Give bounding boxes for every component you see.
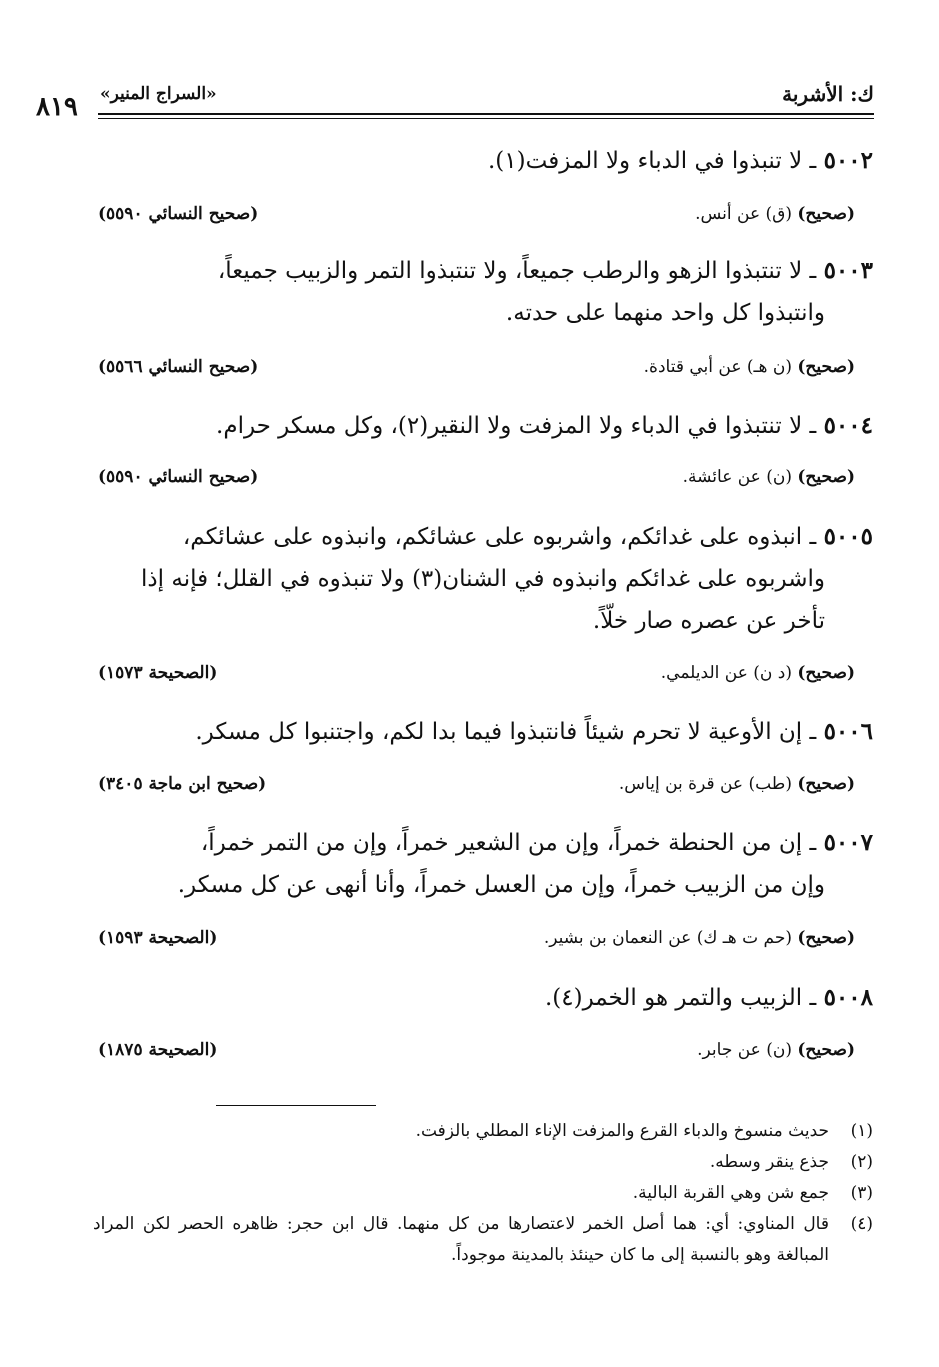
hadith-entry: ٥٠٠٥ ـ انبذوه على غدائكم، واشربوه على عشائكم، وانبذوه على عشائكم، واشربوه على غدائكم وانبذوه في الشنان(٣) ولا تنبذوه في القلل؛ فإنه إذا تأخر عن عصره صار خلّاً. [93,516,873,642]
hadith-grade-line [98,663,873,693]
footnote-number: (٤) [850,1214,873,1234]
hadith-text-continued: وإن من الزبيب خمراً، وإن من العسل خمراً، وأنا أنهى عن كل مسكر. [177,872,825,898]
footnote-text: جذع ينقر وسطه. [709,1152,829,1172]
grade-label: (صحيح) [797,467,855,487]
chapter-title: ك: الأشربة [782,82,874,106]
hadith-grade-line [98,467,873,497]
footnote-number: (١) [850,1121,873,1141]
hadith-entry: ٥٠٠٧ ـ إن من الحنطة خمراً، وإن من الشعير خمراً، وإن من التمر خمراً، وإن من الزبيب خمراً، وإن من العسل خمراً، وأنا أنهى عن كل مسكر. [93,822,873,906]
footnotes [93,1116,873,1271]
hadith-text: الزبيب والتمر هو الخمر(٤). [544,985,803,1011]
footnote [93,1209,873,1271]
hadith-source: (حم ت هـ ك) عن النعمان بن بشير. [543,928,792,948]
footnote-number: (٣) [850,1183,873,1203]
hadith-entry: ٥٠٠٤ ـ لا تنتبذوا في الدباء ولا المزفت ولا النقير(٢)، وكل مسكر حرام. [216,412,873,439]
hadith-source: (ن هـ) عن أبي قتادة. [643,357,792,377]
hadith-number: ٥٠٠٦ [823,718,873,745]
page-header [36,82,874,122]
footnote-separator [216,1105,376,1106]
hadith-reference: (صحيح ابن ماجة ٣٤٠٥) [98,774,267,794]
hadith-source: (ن) عن عائشة. [682,467,792,487]
hadith-number: ٥٠٠٤ [823,412,873,439]
hadith-entry: ٥٠٠٦ ـ إن الأوعية لا تحرم شيئاً فانتبذوا فيما بدا لكم، واجتنبوا كل مسكر. [195,718,873,745]
footnote [93,1147,873,1178]
hadith-grade-line [98,204,873,234]
hadith-grade-line [98,774,873,804]
hadith-reference: (صحيح النسائي ٥٥٩٠) [98,467,259,487]
hadith-text-continued: وانتبذوا كل واحد منهما على حدته. [505,300,825,326]
hadith-number: ٥٠٠٢ [823,147,873,174]
hadith-source: (د ن) عن الديلمي. [660,663,792,683]
hadith-source: (طب) عن قرة بن إياس. [618,774,792,794]
footnote-text: جمع شن وهي القربة البالية. [632,1183,829,1203]
hadith-source: (ن) عن جابر. [697,1040,792,1060]
hadith-entry: ٥٠٠٨ ـ الزبيب والتمر هو الخمر(٤). [544,984,873,1011]
hadith-grade-line [98,357,873,387]
hadith-text: لا تنبذوا في الدباء ولا المزفت(١). [488,148,803,174]
footnote [93,1178,873,1209]
grade-label: (صحيح) [797,663,855,683]
hadith-number: ٥٠٠٥ [823,523,873,550]
hadith-reference: (صحيح النسائي ٥٥٦٦) [98,357,259,377]
footnote-text: حديث منسوخ والدباء القرع والمزفت الإناء المطلي بالزفت. [415,1121,829,1141]
hadith-number: ٥٠٠٧ [823,829,873,856]
hadith-number: ٥٠٠٣ [823,257,873,284]
hadith-text: انبذوه على غدائكم، واشربوه على عشائكم، وانبذوه على عشائكم، [182,524,803,550]
hadith-reference: (الصحيحة ١٥٩٣) [98,928,218,948]
footnote-text: قال المناوي: أي: هما أصل الخمر لاعتصارها من كل منهما. قال ابن حجر: ظاهره الحصر لكن المراد المبالغة وهو بالنسبة إلى ما كان حينئذ بالمدينة موجوداً. [93,1214,829,1265]
hadith-grade-line [98,1040,873,1070]
hadith-source: (ق) عن أنس. [695,204,792,224]
page-number: ٨١٩ [36,92,78,122]
header-rule-thin [98,118,874,119]
hadith-text: إن الأوعية لا تحرم شيئاً فانتبذوا فيما بدا لكم، واجتنبوا كل مسكر. [195,719,803,745]
grade-label: (صحيح) [797,357,855,377]
book-title: «السراج المنير» [100,84,217,104]
hadith-reference: (الصحيحة ١٨٧٥) [98,1040,218,1060]
hadith-reference: (الصحيحة ١٥٧٣) [98,663,218,683]
footnote [93,1116,873,1147]
hadith-text-continued: واشربوه على غدائكم وانبذوه في الشنان(٣) ولا تنبذوه في القلل؛ فإنه إذا [141,566,825,592]
header-rule [98,113,874,115]
grade-label: (صحيح) [797,204,855,224]
hadith-text: إن من الحنطة خمراً، وإن من الشعير خمراً، وإن من التمر خمراً، [200,830,803,856]
hadith-grade-line [98,928,873,958]
hadith-text: لا تنتبذوا الزهو والرطب جميعاً، ولا تنتبذوا التمر والزبيب جميعاً، [217,258,803,284]
grade-label: (صحيح) [797,1040,855,1060]
hadith-reference: (صحيح النسائي ٥٥٩٠) [98,204,259,224]
hadith-entry: ٥٠٠٢ ـ لا تنبذوا في الدباء ولا المزفت(١). [488,147,873,174]
hadith-text: لا تنتبذوا في الدباء ولا المزفت ولا النقير(٢)، وكل مسكر حرام. [216,413,803,439]
footnote-number: (٢) [850,1152,873,1172]
hadith-number: ٥٠٠٨ [823,984,873,1011]
hadith-text-continued: تأخر عن عصره صار خلّاً. [592,608,825,634]
grade-label: (صحيح) [797,774,855,794]
hadith-entry: ٥٠٠٣ ـ لا تنتبذوا الزهو والرطب جميعاً، ولا تنتبذوا التمر والزبيب جميعاً، وانتبذوا كل واحد منهما على حدته. [93,250,873,334]
grade-label: (صحيح) [797,928,855,948]
